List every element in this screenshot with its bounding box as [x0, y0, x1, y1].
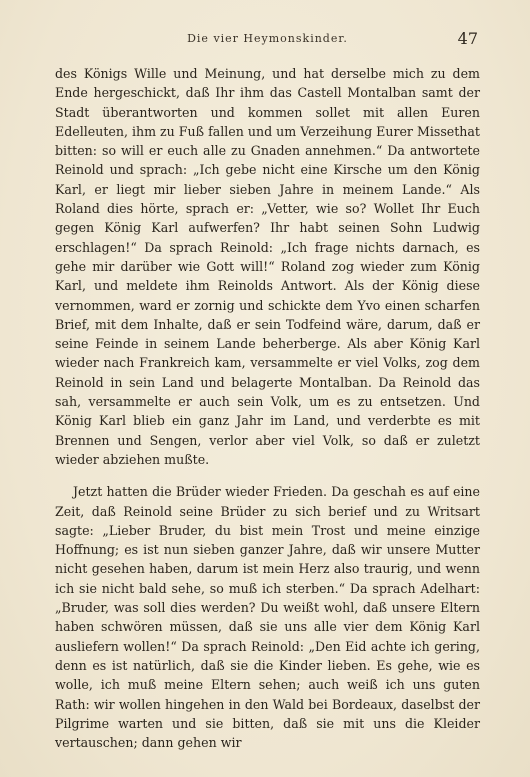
running-title: Die vier Heymonskinder.: [187, 32, 348, 45]
paragraph-2: Jetzt hatten die Brüder wieder Frieden. Da geschah es auf eine Zeit, daß Reinold seine Brüder zu sich berief und zu Writsart sagte: „Lieber Bruder, du bist mein Trost und meine einzige Hoffnung; es ist nun sieben ganzer Jahre, daß wir unsere Mutter nicht gesehen haben, darum ist mein Herz also traurig, und wenn ich sie nicht bald sehe, so muß ich sterben.“ Da sprach Adelhart: „Bruder, was soll dies werden? Du weißt wohl, daß unsere Eltern haben schwören müssen, daß sie uns alle vier dem König Karl ausliefern wollen!“ Da sprach Reinold: „Den Eid achte ich gering, denn es ist natürlich, daß sie die Kinder lieben. Es gehe, wie es wolle, ich muß meine Eltern sehen; auch weiß ich uns guten Rath: wir wollen hingehen in den Wald bei Bordeaux, daselbst der Pilgrime warten und sie bitten, daß sie mit uns die Kleider vertauschen; dann gehen wir: [55, 484, 480, 751]
paragraph-1: des Königs Wille und Meinung, und hat derselbe mich zu dem Ende hergeschickt, daß Ihr ihm das Castell Montalban samt der Stadt überantworten und kommen sollet mit allen Euren Edelleuten, ihm zu Fuß fallen und um Verzeihung Eurer Missethat bitten: so will er euch alle zu Gnaden annehmen.“ Da antwortete Reinold und sprach: „Ich gebe nicht eine Kirsche um den König Karl, er liegt mir lieber sieben Jahre in meinem Lande.“ Als Roland dies hörte, sprach er: „Vetter, wie so? Wollet Ihr Euch gegen König Karl aufwerfen? Ihr habt seinen Sohn Ludwig erschlagen!“ Da sprach Reinold: „Ich frage nichts darnach, es gehe mir darüber wie Gott will!“ Roland zog wieder zum König Karl, und meldete ihm Reinolds Antwort. Als der König diese vernommen, ward er zornig und schickte dem Yvo einen scharfen Brief, mit dem Inhalte, daß er sein Todfeind wäre, darum, daß er seine Feinde in seinem Lande beherberge. Als aber König Karl wieder nach Frankreich kam, versammelte er viel Volks, zog dem Reinold in sein Land und belagerte Montalban. Da Reinold das sah, versammelte er auch sein Volk, um es zu entsetzen. Und König Karl blieb ein ganz Jahr im Land, und verderbte es mit Brennen und Sengen, verlor aber viel Volk, so daß er zuletzt wieder abziehen mußte.: [55, 66, 480, 467]
page-body: [55, 64, 480, 752]
page-header: [55, 30, 480, 52]
page-number: 47: [457, 29, 478, 48]
